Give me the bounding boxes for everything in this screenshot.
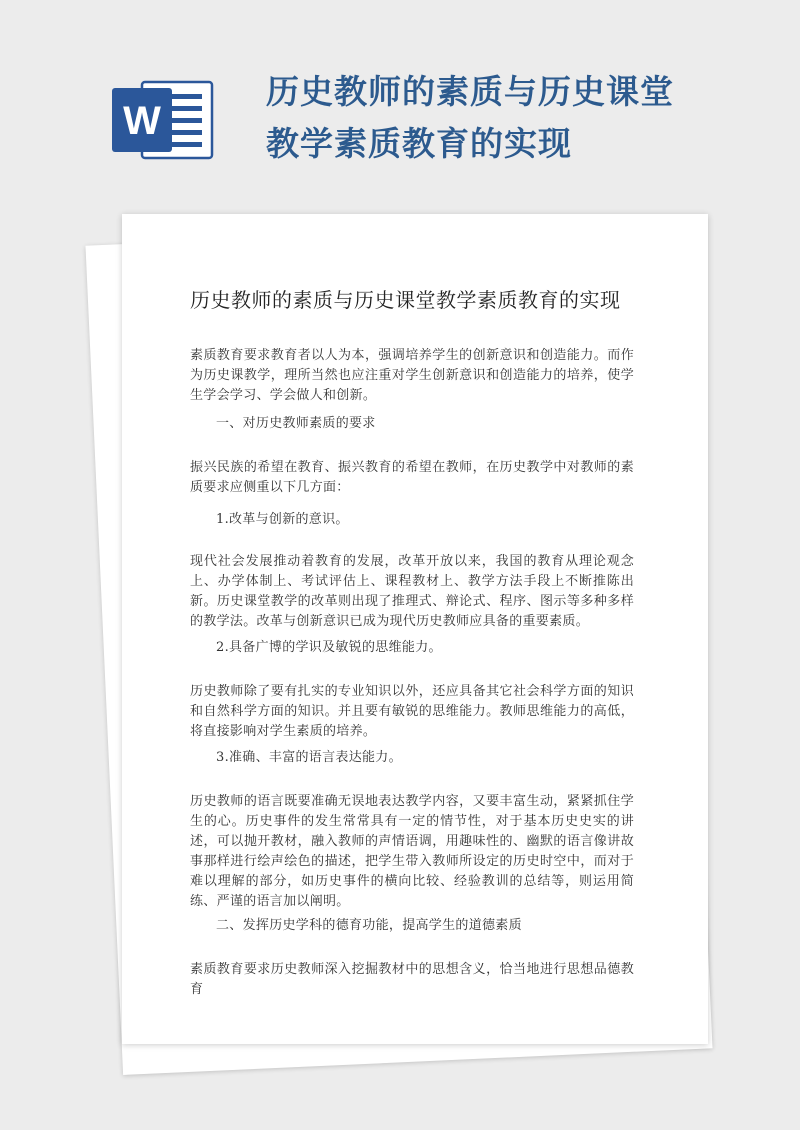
paragraph-intro: 素质教育要求教育者以人为本，强调培养学生的创新意识和创造能力。而作为历史课教学，理所当然也应注重对学生创新意识和创造能力的培养，使学生学会学习、学会做人和创新。 xyxy=(190,348,634,403)
logo-letter: W xyxy=(123,99,161,143)
subheading-3: 3.准确、丰富的语言表达能力。 xyxy=(216,750,402,765)
section-heading-1: 一、对历史教师素质的要求 xyxy=(216,416,376,431)
page-title: 历史教师的素质与历史课堂教学素质教育的实现 xyxy=(266,72,674,163)
paragraph-section1: 振兴民族的希望在教育、振兴教育的希望在教师，在历史教学中对教师的素质要求应侧重以下几方面： xyxy=(190,460,634,495)
paragraph-knowledge: 历史教师除了要有扎实的专业知识以外，还应具备其它社会科学方面的知识和自然科学方面的知识。并且要有敏锐的思维能力。教师思维能力的高低，将直接影响对学生素质的培养。 xyxy=(190,684,634,739)
document-page xyxy=(122,214,708,1044)
section-heading-2: 二、发挥历史学科的德育功能，提高学生的道德素质 xyxy=(216,918,522,933)
paragraph-moral: 素质教育要求历史教师深入挖掘教材中的思想含义，恰当地进行思想品德教育 xyxy=(190,962,634,997)
header-banner xyxy=(0,0,800,200)
document-title: 历史教师的素质与历史课堂教学素质教育的实现 xyxy=(190,288,621,312)
paragraph-language: 历史教师的语言既要准确无误地表达教学内容，又要丰富生动，紧紧抓住学生的心。历史事件的发生常常具有一定的情节性，对于基本历史史实的讲述，可以抛开教材，融入教师的声情语调，用趣味性的、幽默的语言像讲故事那样进行绘声绘色的描述，把学生带入教师所设定的历史时空中，而对于难以理解的部分，如历史事件的横向比较、经验教训的总结等，则运用简练、严谨的语言加以阐明。 xyxy=(190,794,634,909)
paragraph-reform: 现代社会发展推动着教育的发展，改革开放以来，我国的教育从理论观念上、办学体制上、考试评估上、课程教材上、教学方法手段上不断推陈出新。历史课堂教学的改革则出现了推理式、辩论式、程序、图示等多种多样的教学法。改革与创新意识已成为现代历史教师应具备的重要素质。 xyxy=(190,554,634,629)
subheading-1: 1.改革与创新的意识。 xyxy=(216,512,349,527)
subheading-2: 2.具备广博的学识及敏锐的思维能力。 xyxy=(216,640,442,655)
word-document-icon xyxy=(112,78,216,162)
